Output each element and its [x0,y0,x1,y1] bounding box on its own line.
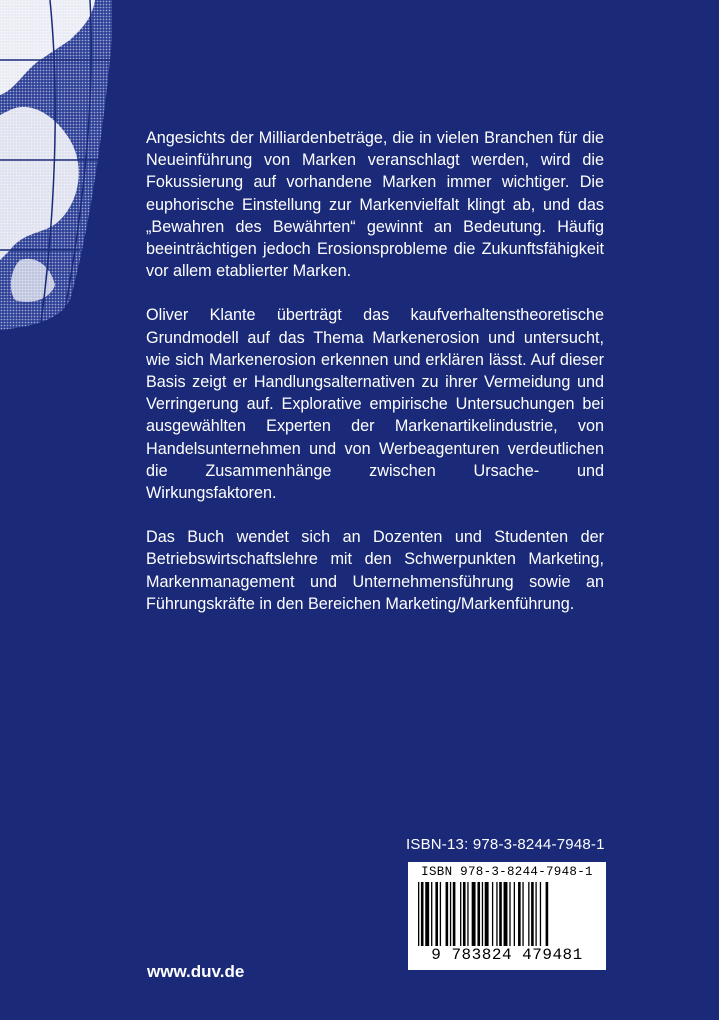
blurb-paragraph-3: Das Buch wendet sich an Dozenten und Studenten der Betriebswirtschaftslehre mit den Schwerpunkten Marketing, Markenmanagement und Unternehmensführung sowie an Führungskräfte in den Bereichen Marketing/Markenführung. [146,528,604,613]
blurb-text [146,127,604,637]
barcode-isbn-text: ISBN 978-3-8244-7948-1 [421,865,593,879]
barcode-digits: 9 783824 479481 [431,946,583,964]
barcode-bars [418,882,598,946]
globe-illustration [0,0,112,330]
blurb-paragraph-2: Oliver Klante überträgt das kaufverhaltenstheoretische Grundmodell auf das Thema Markenerosion und untersucht, wie sich Markenerosion erkennen und erklären lässt. Auf dieser Basis zeigt er Handlungsalternativen zu ihrer Vermeidung und Verringerung auf. Explorative empirische Untersuchungen bei ausgewählten Experten der Markenartikelindustrie, von Handelsunternehmen und von Werbeagenturen verdeutlichen die Zusammenhänge zwischen Ursache- und Wirkungsfaktoren. [146,306,604,503]
blurb-paragraph-1: Angesichts der Milliardenbeträge, die in vielen Branchen für die Neueinführung von Marken veranschlagt werden, wird die Fokussierung auf vorhandene Marken immer wichtiger. Die euphorische Einstellung zur Markenvielfalt klingt ab, und das „Bewahren des Bewährten“ gewinnt an Bedeutung. Häufig beeinträchtigen jedoch Erosionsprobleme die Zukunftsfähigkeit vor allem etablierter Marken. [146,129,604,281]
barcode [408,862,606,970]
publisher-website: www.duv.de [147,962,245,981]
isbn-13-label: ISBN-13: 978-3-8244-7948-1 [406,836,605,853]
